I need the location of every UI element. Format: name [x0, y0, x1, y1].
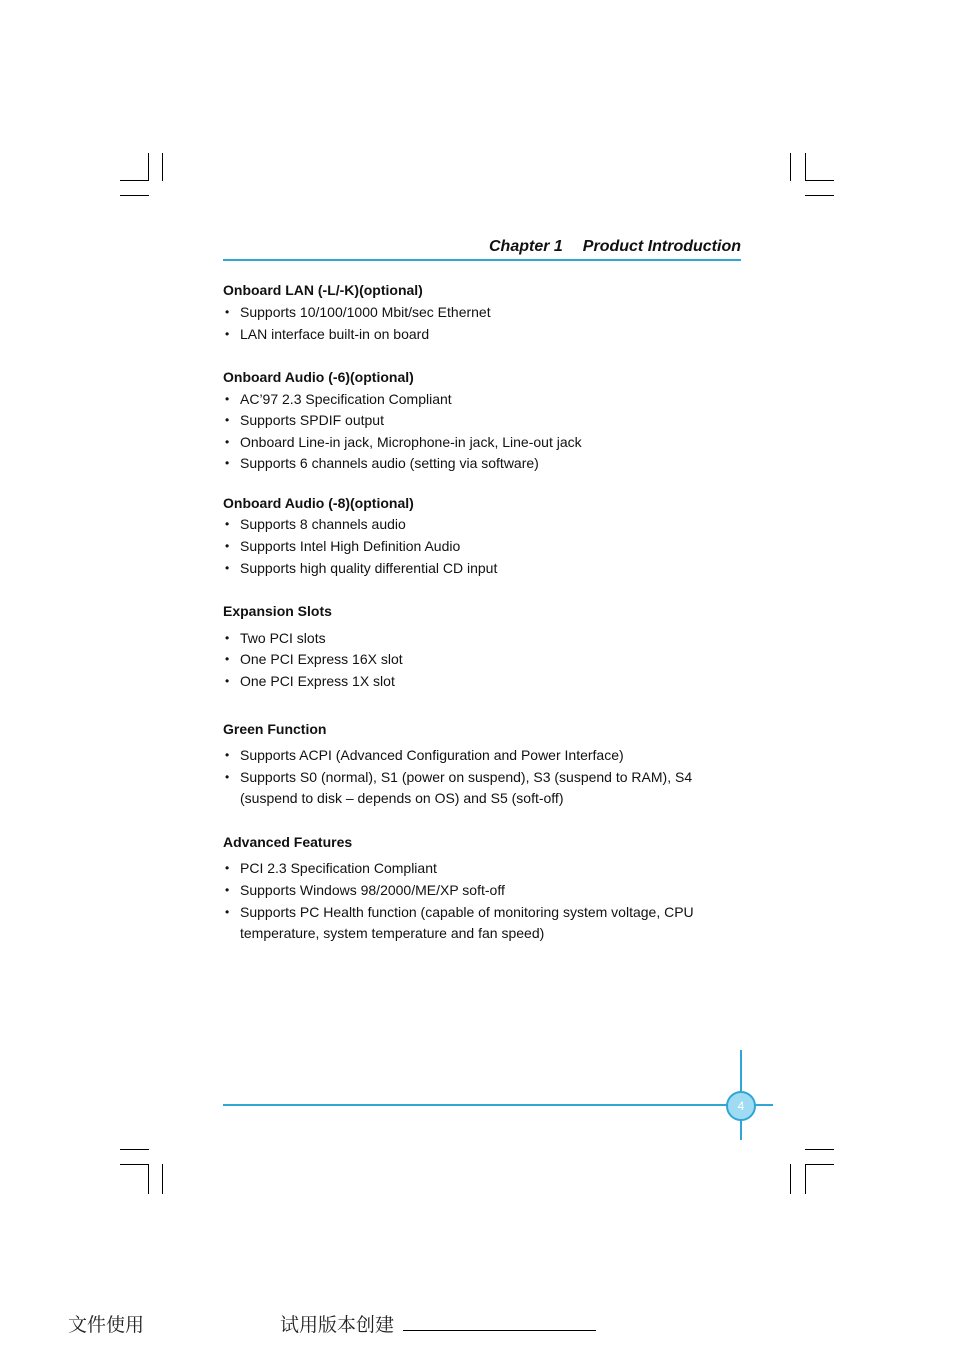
list-item: • AC’97 2.3 Specification Compliant: [225, 391, 452, 407]
list-item: • Supports 8 channels audio: [225, 516, 406, 532]
footer-rule: [223, 1104, 773, 1106]
watermark-left: 文件使用: [68, 1314, 145, 1336]
section-title-onboard-audio-8: Onboard Audio (-8)(optional): [223, 495, 414, 511]
list-item: • Onboard Line-in jack, Microphone-in jack, Line-out jack: [225, 434, 582, 450]
watermark-underline: [403, 1330, 596, 1331]
list-item: • Supports Windows 98/2000/ME/XP soft-off: [225, 882, 505, 898]
list-item: • Supports 6 channels audio (setting via software): [225, 455, 539, 471]
section-title-green-function: Green Function: [223, 721, 327, 737]
list-item: • Supports 10/100/1000 Mbit/sec Ethernet: [225, 304, 491, 320]
chapter-label: Chapter 1: [489, 238, 563, 255]
list-item: • One PCI Express 16X slot: [225, 651, 403, 667]
section-title-onboard-lan: Onboard LAN (-L/-K)(optional): [223, 282, 423, 298]
list-item: • Supports PC Health function (capable of monitoring system voltage, CPU temperature, system temperature and fan speed): [225, 904, 694, 941]
list-item: • LAN interface built-in on board: [225, 326, 430, 342]
chapter-header: [223, 238, 741, 256]
page-number: 4: [726, 1091, 756, 1121]
chapter-title: Product Introduction: [582, 238, 741, 255]
list-item: • One PCI Express 1X slot: [225, 673, 395, 689]
watermark-right: 试用版本创建: [280, 1314, 395, 1336]
list-item: • Supports high quality differential CD input: [225, 560, 498, 576]
list-item: • Two PCI slots: [225, 630, 326, 646]
section-title-onboard-audio-6: Onboard Audio (-6)(optional): [223, 369, 414, 385]
list-item: • Supports Intel High Definition Audio: [225, 538, 461, 554]
section-title-expansion-slots: Expansion Slots: [223, 603, 332, 619]
list-item: • PCI 2.3 Specification Compliant: [225, 860, 437, 876]
list-item: • Supports S0 (normal), S1 (power on suspend), S3 (suspend to RAM), S4 (suspend to disk – depends on OS) and S5 (soft-off): [225, 769, 693, 806]
list-item: • Supports ACPI (Advanced Configuration and Power Interface): [225, 747, 624, 763]
section-title-advanced-features: Advanced Features: [223, 834, 353, 850]
list-item: • Supports SPDIF output: [225, 412, 384, 428]
header-rule: [223, 259, 741, 261]
